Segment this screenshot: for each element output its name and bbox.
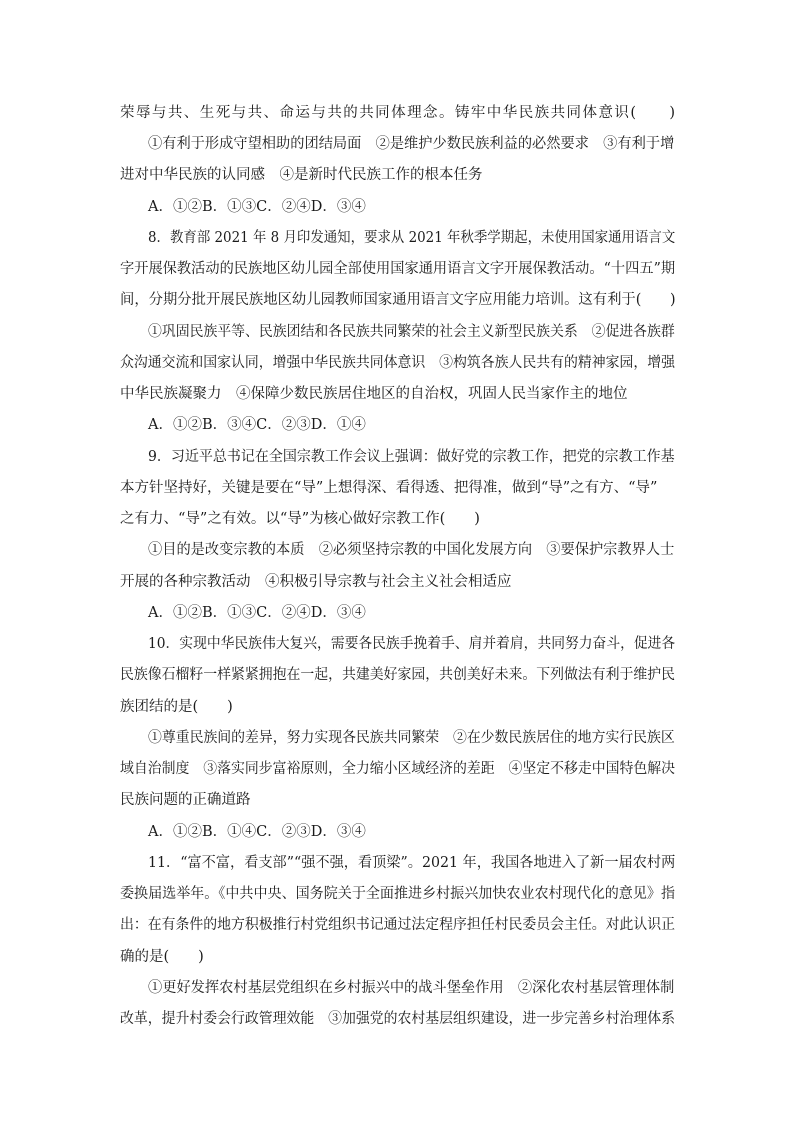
q7-answer-choices: A．①②B．①③C．②④D．③④ <box>148 199 366 215</box>
intro-line: 荣辱与共、生死与共、命运与共的共同体理念。铸牢中华民族共同体意识( ) <box>120 105 675 121</box>
q9-stem-line: 本方针坚持好，关键是要在“导”上想得深、看得透、把得准，做到“导”之有方、“导” <box>120 480 658 496</box>
q10-options-line: ①尊重民族间的差异，努力实现各民族共同繁荣 ②在少数民族居住的地方实行民族区 <box>148 730 675 746</box>
q8-answer-choices: A．①②B．③④C．②③D．①④ <box>148 417 366 433</box>
q10-stem-line: 民族像石榴籽一样紧紧拥抱在一起，共建美好家园，共创美好未来。下列做法有利于维护民 <box>120 667 676 683</box>
q8-stem-line: 间，分期分批开展民族地区幼儿园教师国家通用语言文字应用能力培训。这有利于( ) <box>120 292 676 308</box>
q11-options-line: ①更好发挥农村基层党组织在乡村振兴中的战斗堡垒作用 ②深化农村基层管理体制 <box>148 980 675 996</box>
q10-stem-line: 10．实现中华民族伟大复兴，需要各民族手挽着手、肩并着肩，共同努力奋斗，促进各 <box>148 636 676 652</box>
q11-options-line: 改革，提升村委会行政管理效能 ③加强党的农村基层组织建设，进一步完善乡村治理体系 <box>120 1011 676 1027</box>
q10-answer-choices: A．①②B．①④C．②③D．③④ <box>148 824 366 840</box>
q9-stem-line: 9．习近平总书记在全国宗教工作会议上强调：做好党的宗教工作，把党的宗教工作基 <box>148 449 675 465</box>
q11-stem-line: 确的是( ) <box>120 949 204 965</box>
q7-options-line: ①有利于形成守望相助的团结局面 ②是维护少数民族利益的必然要求 ③有利于增 <box>148 136 675 152</box>
q10-options-line: 域自治制度 ③落实同步富裕原则，全力缩小区域经济的差距 ④坚定不移走中国特色解决 <box>120 761 676 777</box>
q8-options-line: ①巩固民族平等、民族团结和各民族共同繁荣的社会主义新型民族关系 ②促进各族群 <box>148 324 675 340</box>
q8-stem-line: 8．教育部 2021 年 8 月印发通知，要求从 2021 年秋季学期起，未使用国家通用语言文 <box>148 230 676 246</box>
q7-options-line: 进对中华民族的认同感 ④是新时代民族工作的根本任务 <box>120 167 483 183</box>
q11-stem-line: 11．“富不富，看支部”“强不强，看顶梁”。2021 年，我国各地进入了新一届农村两 <box>148 855 676 871</box>
q9-answer-choices: A．①②B．①③C．②④D．③④ <box>148 605 366 621</box>
q8-options-line: 众沟通交流和国家认同，增强中华民族共同体意识 ③构筑各族人民共有的精神家园，增强 <box>120 355 676 371</box>
q10-options-line: 民族问题的正确道路 <box>120 792 251 808</box>
q9-options-line: 开展的各种宗教活动 ④积极引导宗教与社会主义社会相适应 <box>120 574 512 590</box>
q9-stem-line: 之有力、“导”之有效。以“导”为核心做好宗教工作( ) <box>120 511 480 527</box>
q11-stem-line: 出：在有条件的地方积极推行村党组织书记通过法定程序担任村民委员会主任。对此认识正 <box>120 917 676 933</box>
q10-stem-line: 族团结的是( ) <box>120 699 233 715</box>
q8-options-line: 中华民族凝聚力 ④保障少数民族居住地区的自治权，巩固人民当家作主的地位 <box>120 386 628 402</box>
q9-options-line: ①目的是改变宗教的本质 ②必须坚持宗教的中国化发展方向 ③要保护宗教界人士 <box>148 542 675 558</box>
q11-stem-line: 委换届选举年。《中共中央、国务院关于全面推进乡村振兴加快农业农村现代化的意见》指 <box>120 886 675 902</box>
q8-stem-line: 字开展保教活动的民族地区幼儿园全部使用国家通用语言文字开展保教活动。“十四五”期 <box>120 261 676 277</box>
